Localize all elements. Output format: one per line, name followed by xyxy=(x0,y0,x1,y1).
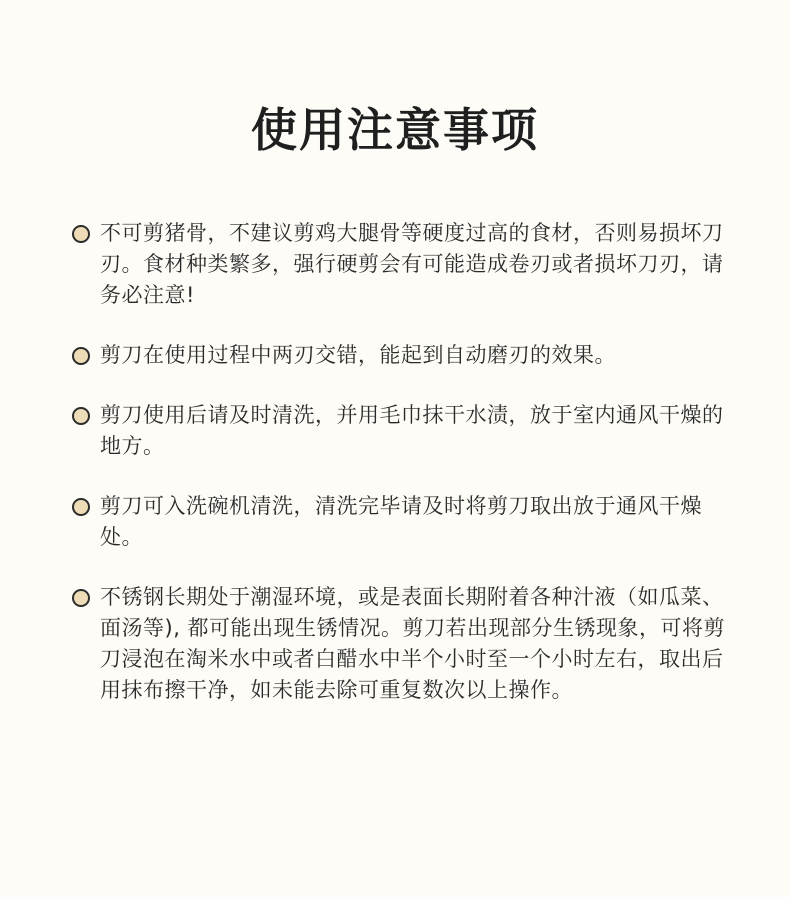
list-item xyxy=(70,400,730,462)
note-text: 不可剪猪骨，不建议剪鸡大腿骨等硬度过高的食材，否则易损坏刀刃。食材种类繁多，强行硬剪会有可能造成卷刃或者损坏刀刃，请务必注意! xyxy=(100,221,724,307)
bullet-icon xyxy=(72,407,90,425)
bullet-icon xyxy=(72,225,90,243)
notes-list xyxy=(70,218,730,706)
note-text: 剪刀使用后请及时清洗，并用毛巾抹干水渍，放于室内通风干燥的地方。 xyxy=(100,403,724,458)
list-item xyxy=(70,491,730,553)
bullet-icon xyxy=(72,498,90,516)
list-item xyxy=(70,582,730,706)
list-item xyxy=(70,340,730,371)
note-text: 剪刀可入洗碗机清洗，清洗完毕请及时将剪刀取出放于通风干燥处。 xyxy=(100,494,702,549)
list-item xyxy=(70,218,730,311)
note-text: 剪刀在使用过程中两刃交错，能起到自动磨刃的效果。 xyxy=(100,343,616,367)
bullet-icon xyxy=(72,589,90,607)
bullet-icon xyxy=(72,347,90,365)
note-text: 不锈钢长期处于潮湿环境，或是表面长期附着各种汁液（如瓜菜、面汤等), 都可能出现生锈情况。剪刀若出现部分生锈现象，可将剪刀浸泡在淘米水中或者白醋水中半个小时至一个小时左右，取出后用抹布擦干净，如未能去除可重复数次以上操作。 xyxy=(100,585,726,702)
page-title: 使用注意事项 xyxy=(251,103,539,157)
